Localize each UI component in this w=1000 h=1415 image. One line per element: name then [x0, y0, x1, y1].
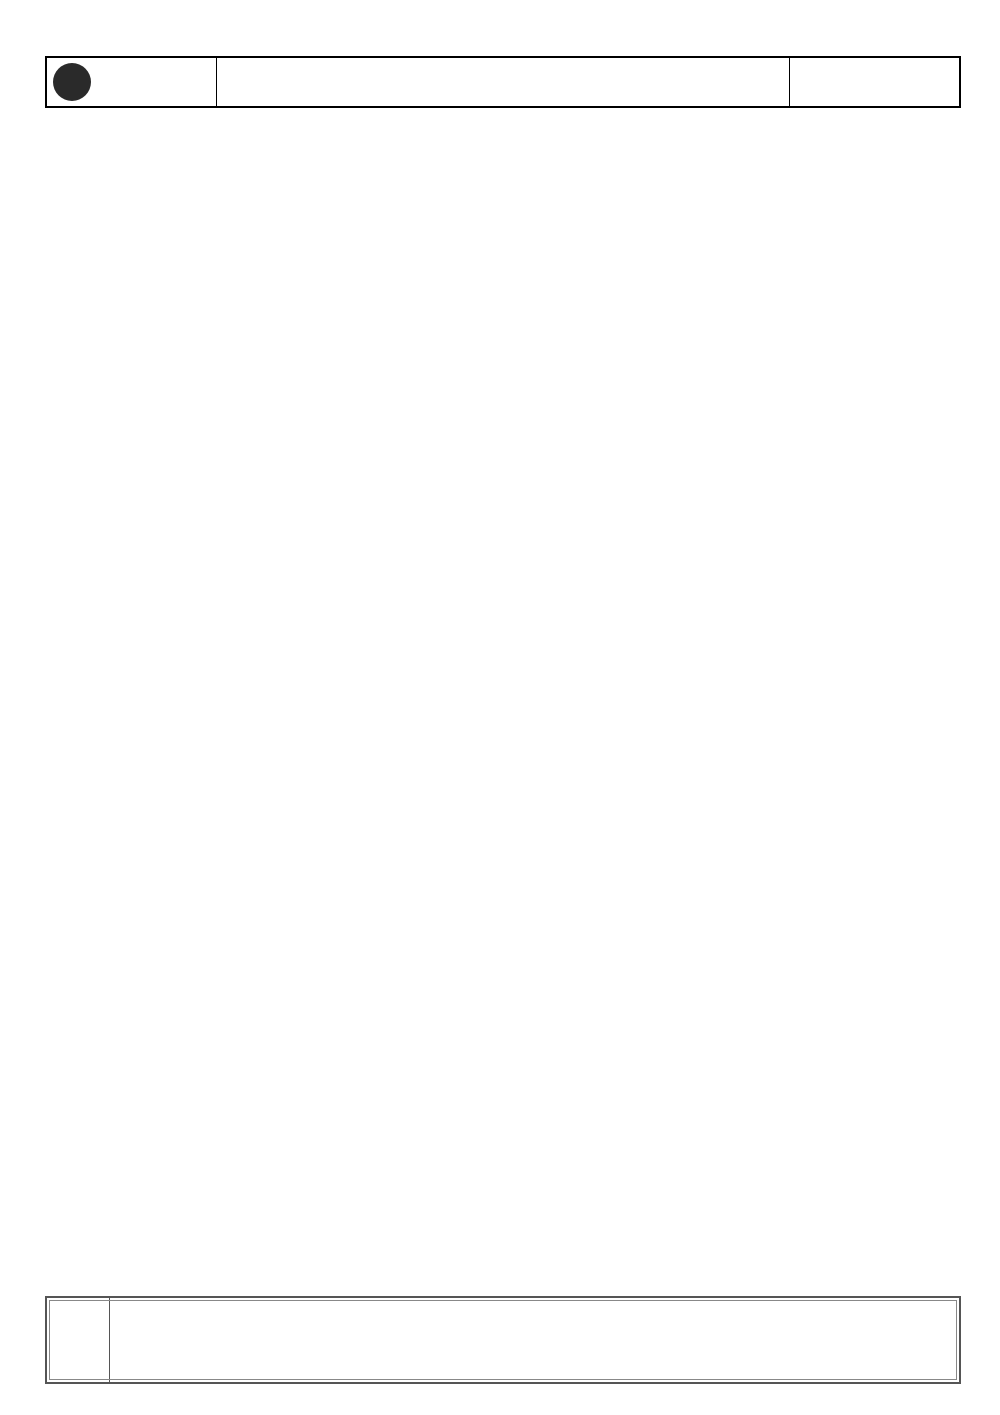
school-emblem-icon [53, 63, 91, 101]
contact-info [789, 58, 959, 106]
notice-box [45, 1296, 961, 1384]
school-logo [47, 58, 217, 106]
page-title [217, 58, 789, 106]
notice-body [110, 1298, 130, 1382]
notice-label [47, 1298, 110, 1382]
page-header [45, 56, 961, 108]
